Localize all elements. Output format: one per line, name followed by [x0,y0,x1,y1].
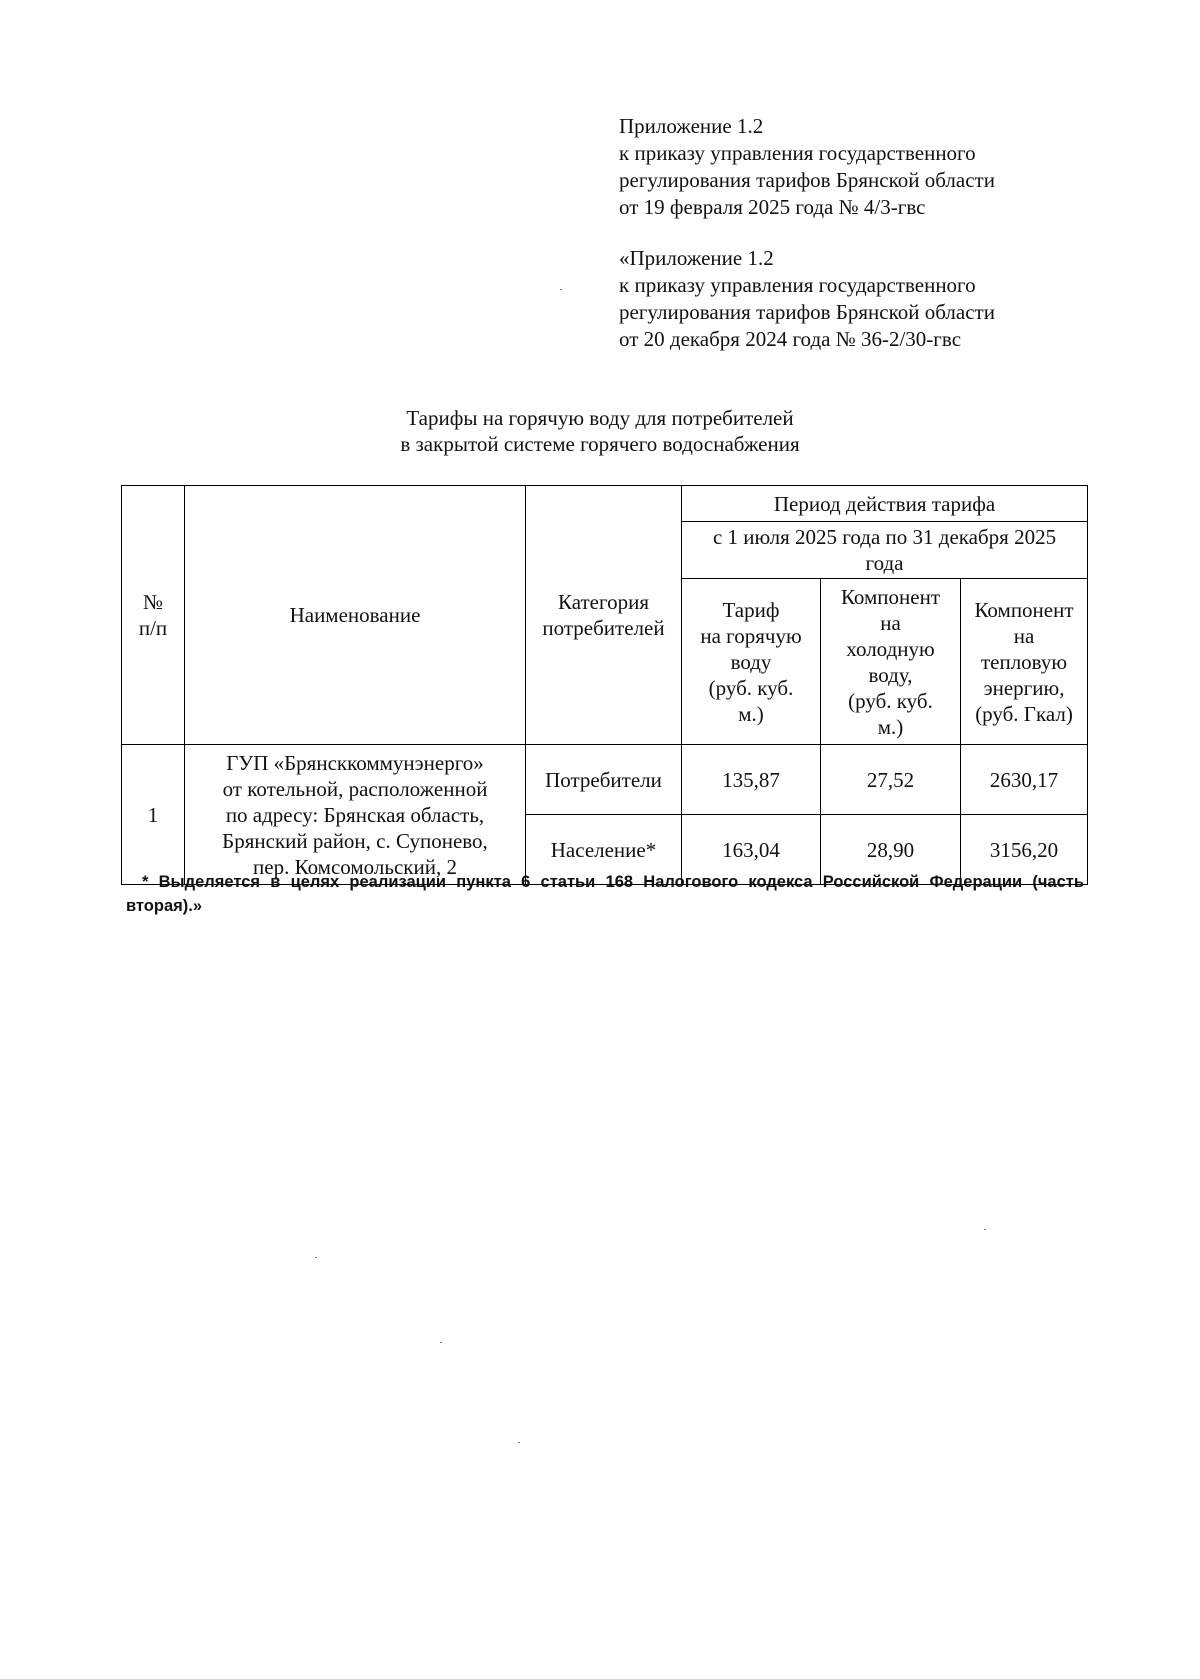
row-cold-component: 27,52 [821,745,961,815]
title-line: Тарифы на горячую воду для потребителей [406,406,794,430]
header-cold-line: Компонент [840,584,941,609]
scan-speck [518,1442,520,1443]
appendix-current-header [619,113,1089,221]
row-name [185,745,526,885]
header-category-line: Категория [558,590,649,614]
header-period: Период действия тарифа [682,486,1088,522]
header-cold-line: на [880,610,901,635]
header-name: Наименование [185,486,526,745]
appendix-original-line: «Приложение 1.2 [619,246,774,270]
appendix-original-line: от 20 декабря 2024 года № 36-2/30-гвс [619,327,962,351]
header-num-line: № [142,590,164,614]
header-category-line: потребителей [542,616,665,640]
tariff-table [121,485,1088,885]
document-title [0,405,1200,457]
header-category [526,486,682,745]
row-name-line: пер. Комсомольский, 2 [253,854,457,879]
header-cold-line: холодную [846,636,935,661]
scan-speck [984,1229,986,1230]
header-cold-line: м.) [877,714,904,739]
header-heat-line: на [1013,623,1035,648]
scan-speck [315,1257,317,1258]
header-tariff-line: воду [730,649,772,674]
period-range-line: с 1 июля 2025 года по 31 декабря 2025 [712,525,1057,549]
header-tariff-line: на горячую [700,623,802,648]
scan-speck [560,289,562,290]
row-tariff: 135,87 [682,745,821,815]
row-name-line: по адресу: Брянская область, [225,802,485,827]
row-num: 1 [122,745,185,885]
header-num [122,486,185,745]
header-tariff-line: Тариф [722,597,780,622]
row-name-line: ГУП «Брянсккоммунэнерго» [226,750,484,775]
header-heat-component [961,579,1088,745]
appendix-current-line: Приложение 1.2 [619,114,764,138]
header-heat-line: (руб. Гкал) [975,701,1073,726]
header-period-range [682,522,1088,579]
header-tariff [682,579,821,745]
row-cold-component: 28,90 [821,815,961,885]
header-heat-line: тепловую [980,649,1068,674]
appendix-original-line: к приказу управления государственного [619,273,976,297]
header-heat-line: энергию, [983,675,1065,700]
title-line: в закрытой системе горячего водоснабжения [400,432,800,456]
row-heat-component: 2630,17 [961,745,1088,815]
appendix-original-header [619,245,1089,353]
row-tariff: 163,04 [682,815,821,885]
appendix-current-line: регулирования тарифов Брянской области [619,168,995,192]
appendix-current-line: от 19 февраля 2025 года № 4/3-гвс [619,195,926,219]
scan-speck [440,1342,442,1343]
header-cold-component [821,579,961,745]
period-range-line: года [865,551,904,575]
row-category: Потребители [526,745,682,815]
header-row [122,486,1088,522]
row-name-line: от котельной, расположенной [222,776,488,801]
header-cold-line: (руб. куб. [848,688,933,713]
header-cold-line: воду, [868,662,913,687]
header-num-line: п/п [138,616,168,640]
row-category: Население* [526,815,682,885]
appendix-current-line: к приказу управления государственного [619,141,976,165]
header-tariff-line: м.) [738,701,764,726]
row-name-line: Брянский район, с. Супонево, [222,828,488,853]
row-heat-component: 3156,20 [961,815,1088,885]
table-row [122,745,1088,815]
footnote: * Выделяется в целях реализации пункта 6 статьи 168 Налогового кодекса Российской Федерации (часть вторая).» [126,873,1084,915]
appendix-original-line: регулирования тарифов Брянской области [619,300,995,324]
header-tariff-line: (руб. куб. [708,675,794,700]
header-heat-line: Компонент [974,597,1074,622]
